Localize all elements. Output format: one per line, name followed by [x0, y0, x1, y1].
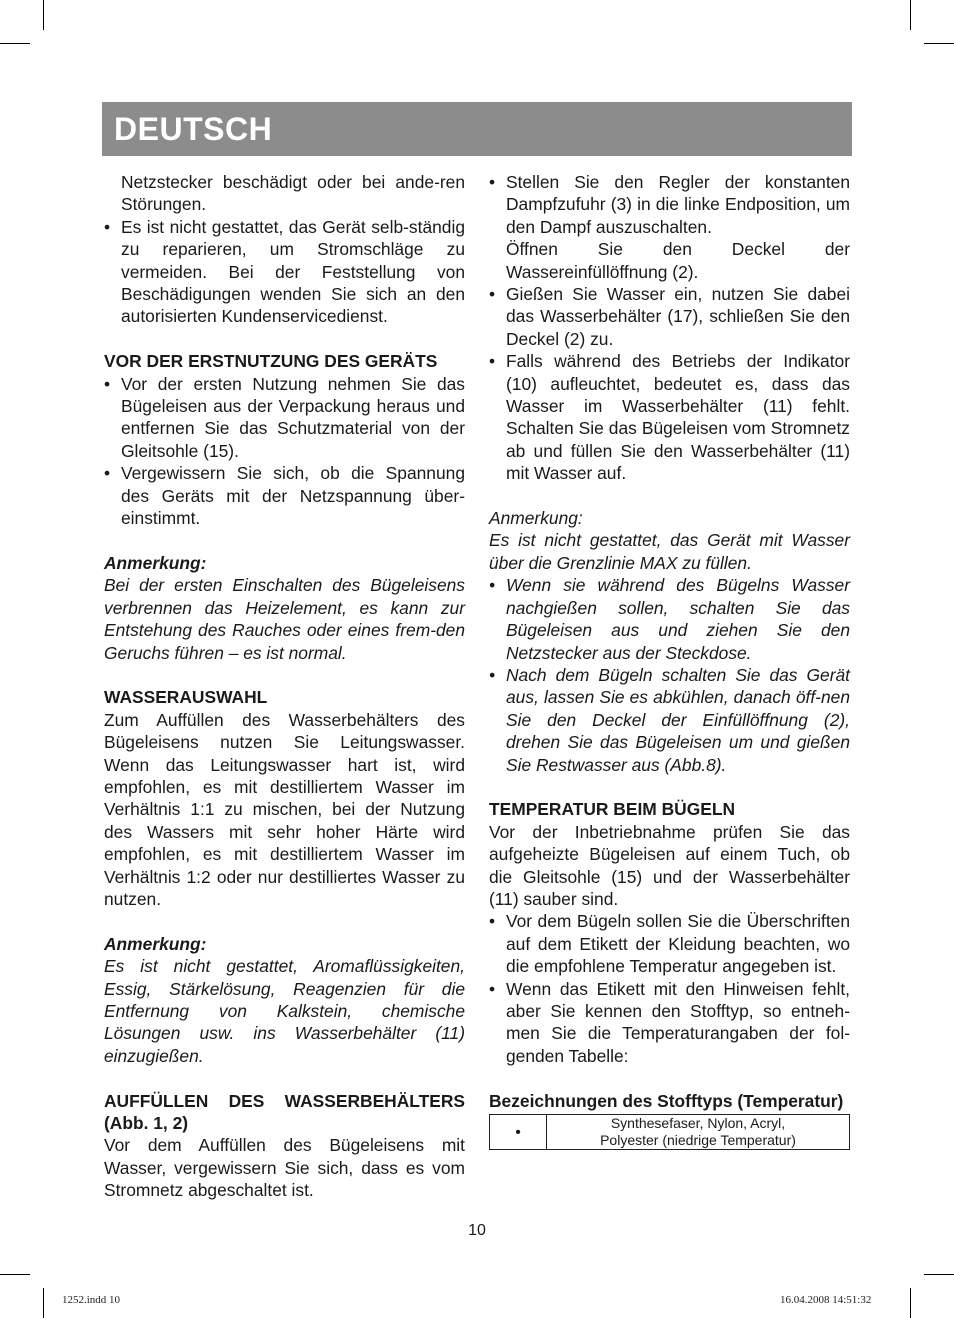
paragraph: Netzstecker beschädigt oder bei ande-ren Störungen. — [121, 172, 465, 215]
note-heading: Anmerkung: — [104, 933, 207, 954]
table-cell: Synthesefaser, Nylon, Acryl, Polyester (niedrige Temperatur) — [547, 1115, 850, 1150]
footer-timestamp: 16.04.2008 14:51:32 — [780, 1294, 872, 1306]
list-item: • Wenn sie während des Bügelns Wasser nachgießen sollen, schalten Sie das Bügeleisen aus und ziehen Sie den Netzstecker aus der Steckdose. — [489, 575, 850, 663]
temperature-symbol: • — [490, 1115, 547, 1150]
list-item: • Vor dem Bügeln sollen Sie die Überschriften auf dem Etikett der Kleidung beachten, wo die empfohlene Temperatur angegeben ist. — [489, 911, 850, 977]
list-item: • Wenn das Etikett mit den Hinweisen fehlt, aber Sie kennen den Stofftyp, so entneh-men Sie die Temperaturangaben der fol-genden Tabelle: — [489, 978, 850, 1066]
paragraph: Vor der Inbetriebnahme prüfen Sie das aufgeheizte Bügeleisen auf einem Tuch, ob die Gleitsohle (15) und der Wasserbehälter (11) sauber sind. — [489, 821, 850, 909]
crop-mark — [43, 0, 44, 30]
section-heading: WASSERAUSWAHL — [104, 687, 268, 708]
note-heading: Anmerkung: — [104, 552, 207, 573]
paragraph: Öffnen Sie den Deckel der Wassereinfüllöffnung (2). — [506, 239, 850, 282]
crop-mark — [924, 43, 954, 44]
note-text: Es ist nicht gestattet, Aromaflüssigkeiten, Essig, Stärkelösung, Reagenzien für die Entfernung von Kalkstein, chemische Lösungen usw. ins Wasserbehälter (11) einzugießen. — [104, 956, 465, 1066]
section-heading: TEMPERATUR BEIM BÜGELN — [489, 799, 736, 820]
list-item: • Nach dem Bügeln schalten Sie das Gerät aus, lassen Sie es abkühlen, danach öff-nen Sie den Deckel der Einfüllöffnung (2), drehen Sie das Bügeleisen um und gießen Sie Restwasser aus (Abb.8). — [489, 664, 850, 775]
language-header — [102, 102, 852, 156]
note-text: Es ist nicht gestattet, das Gerät mit Wasser über die Grenzlinie MAX zu füllen. — [489, 530, 850, 573]
note-text: Bei der ersten Einschalten des Bügeleisens verbrennen das Heizelement, es kann zur Entstehung des Rauches oder eines frem-den Geruchs führen – es ist normal. — [104, 575, 465, 663]
footer-file: 1252.indd 10 — [62, 1294, 121, 1306]
crop-mark — [0, 43, 30, 44]
note-heading: Anmerkung: — [489, 508, 583, 529]
fabric-table — [489, 1114, 850, 1150]
paragraph: Vor dem Auffüllen des Bügeleisens mit Wasser, vergewissern Sie sich, dass es vom Stromnetz abgeschaltet ist. — [104, 1135, 465, 1201]
crop-mark — [924, 1274, 954, 1275]
right-column — [489, 171, 850, 1150]
list-item: • Gießen Sie Wasser ein, nutzen Sie dabei das Wasserbehälter (17), schließen Sie den Deckel (2) zu. — [489, 284, 850, 349]
crop-mark — [43, 1288, 44, 1318]
list-item: • Stellen Sie den Regler der konstanten Dampfzufuhr (3) in die linke Endposition, um den Dampf auszuschalten. — [489, 172, 850, 237]
table-heading: Bezeichnungen des Stofftyps (Temperatur) — [489, 1090, 844, 1111]
left-column — [104, 171, 465, 1202]
table-row — [490, 1115, 850, 1150]
list-item: • Es ist nicht gestattet, das Gerät selb-ständig zu reparieren, um Stromschläge zu vermeiden. Bei der Feststellung von Beschädigungen wenden Sie sich an den autorisierten Kundenservicedienst. — [104, 216, 465, 327]
crop-mark — [0, 1274, 30, 1275]
crop-mark — [910, 0, 911, 30]
paragraph: Zum Auffüllen des Wasserbehälters des Bügeleisens nutzen Sie Leitungswasser. Wenn das Leitungswasser hart ist, wird empfohlen, es mit destilliertem Wasser im Verhältnis 1:1 zu mischen, bei der Nutzung des Wassers mit sehr hoher Härte wird empfohlen, es mit destilliertem Wasser im Verhältnis 1:2 oder nur destilliertes Wasser zu nutzen. — [104, 709, 465, 909]
list-item: • Falls während des Betriebs der Indikator (10) aufleuchtet, bedeutet es, dass das Wasser im Wasserbehälter (11) fehlt. Schalten Sie das Bügeleisen vom Stromnetz ab und füllen Sie den Wasserbehälter (11) mit Wasser auf. — [489, 351, 850, 484]
page-number: 10 — [468, 1222, 486, 1239]
list-item: • Vor der ersten Nutzung nehmen Sie das Bügeleisen aus der Verpackung heraus und entfernen Sie das Schutzmaterial von der Gleitsohle (15). — [104, 373, 465, 461]
section-heading: VOR DER ERSTNUTZUNG DES GERÄTS — [104, 351, 438, 372]
list-item: • Vergewissern Sie sich, ob die Spannung des Geräts mit der Netzspannung über-einstimmt. — [104, 463, 465, 529]
crop-mark — [910, 1288, 911, 1318]
section-heading: AUFFÜLLEN DES WASSERBEHÄLTERS (Abb. 1, 2) — [104, 1090, 465, 1133]
page-title: DEUTSCH — [114, 111, 273, 147]
